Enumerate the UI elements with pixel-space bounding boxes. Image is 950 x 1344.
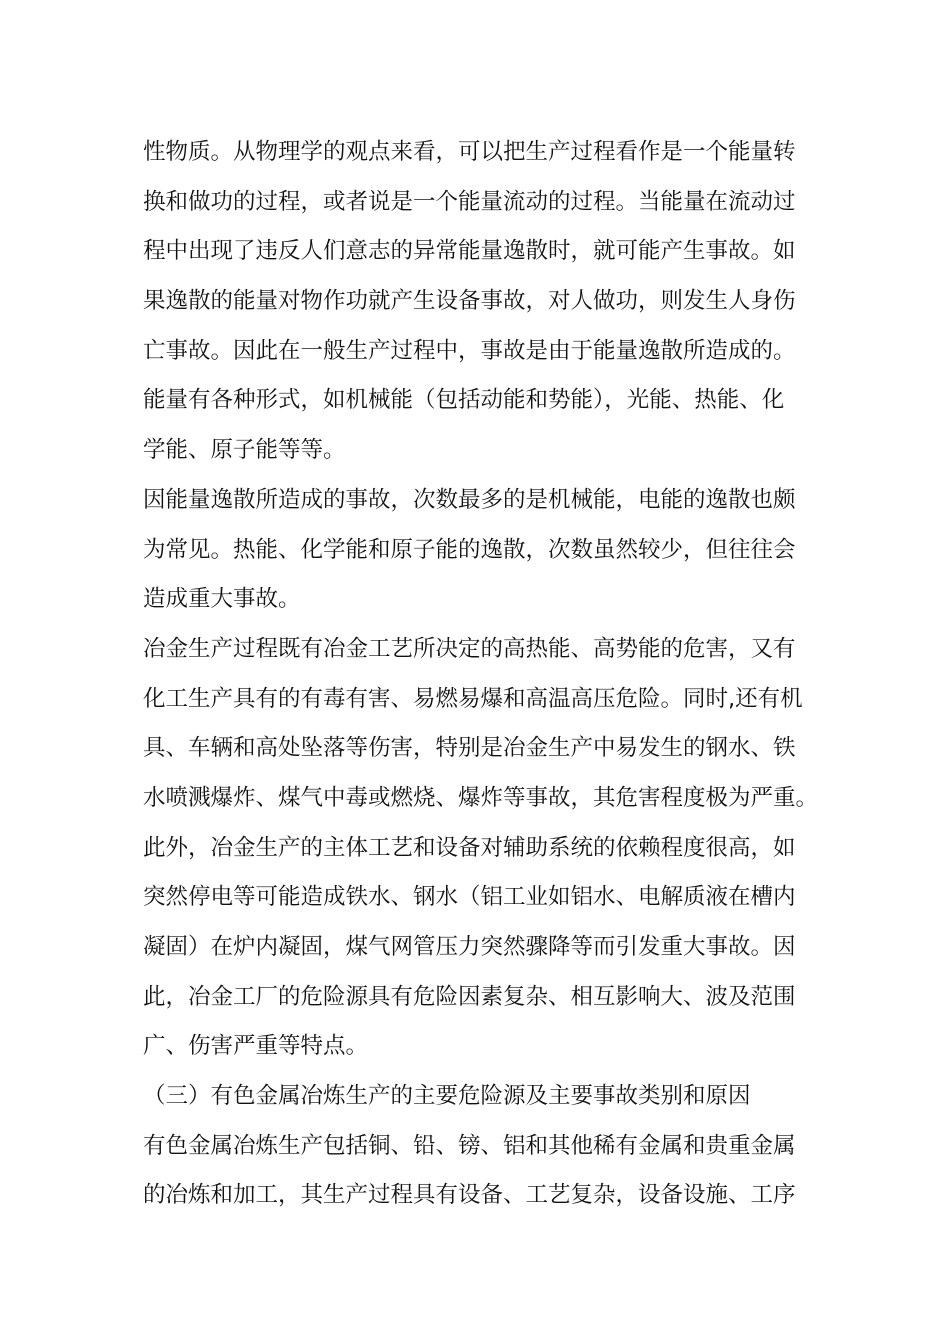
text-line: 有色金属冶炼生产包括铜、铅、镑、铝和其他稀有金属和贵重金属 — [143, 1132, 796, 1159]
section-heading: （三）有色金属冶炼生产的主要危险源及主要事故类别和原因 — [143, 1083, 751, 1110]
body-text — [143, 128, 823, 1221]
text-line: 能量有各种形式，如机械能（包括动能和势能），光能、热能、化 — [143, 387, 785, 414]
text-line: 突然停电等可能造成铁水、钢水（铝工业如铝水、电解质液在槽内 — [143, 884, 796, 911]
text-line: 程中出现了违反人们意志的异常能量逸散时，就可能产生事故。如 — [143, 238, 796, 265]
text-line: 化工生产具有的有毒有害、易燃易爆和高温高压危险。同时,还有机 — [143, 685, 803, 712]
text-line: 学能、原子能等等。 — [143, 437, 346, 464]
text-line: 造成重大事故。 — [143, 586, 301, 613]
text-line: 广、伤害严重等特点。 — [143, 1033, 369, 1060]
text-line: 此，冶金工厂的危险源具有危险因素复杂、相互影响大、波及范围 — [143, 983, 796, 1010]
text-line: 为常见。热能、化学能和原子能的逸散，次数虽然较少，但往往会 — [143, 536, 796, 563]
text-line: 具、车辆和高处坠落等伤害，特别是冶金生产中易发生的钢水、铁 — [143, 735, 796, 762]
text-line: 凝固）在炉内凝固，煤气网管压力突然骤降等而引发重大事故。因 — [143, 934, 796, 960]
text-line: 果逸散的能量对物作功就产生设备事故，对人做功，则发生人身伤 — [143, 288, 796, 315]
text-line: 的冶炼和加工，其生产过程具有设备、工艺复杂，设备设施、工序 — [143, 1182, 796, 1209]
text-line: 冶金生产过程既有冶金工艺所决定的高热能、高势能的危害，又有 — [143, 635, 796, 662]
text-line: 因能量逸散所造成的事故，次数最多的是机械能，电能的逸散也颇 — [143, 486, 796, 513]
text-line: 此外，冶金生产的主体工艺和设备对辅助系统的依赖程度很高，如 — [143, 834, 796, 861]
text-line: 换和做功的过程，或者说是一个能量流动的过程。当能量在流动过 — [143, 188, 796, 215]
text-line: 性物质。从物理学的观点来看，可以把生产过程看作是一个能量转 — [143, 139, 796, 165]
text-line: 水喷溅爆炸、煤气中毒或燃烧、爆炸等事故，其危害程度极为严重。 — [143, 784, 819, 811]
text-line: 亡事故。因此在一般生产过程中，事故是由于能量逸散所造成的。 — [143, 337, 796, 364]
